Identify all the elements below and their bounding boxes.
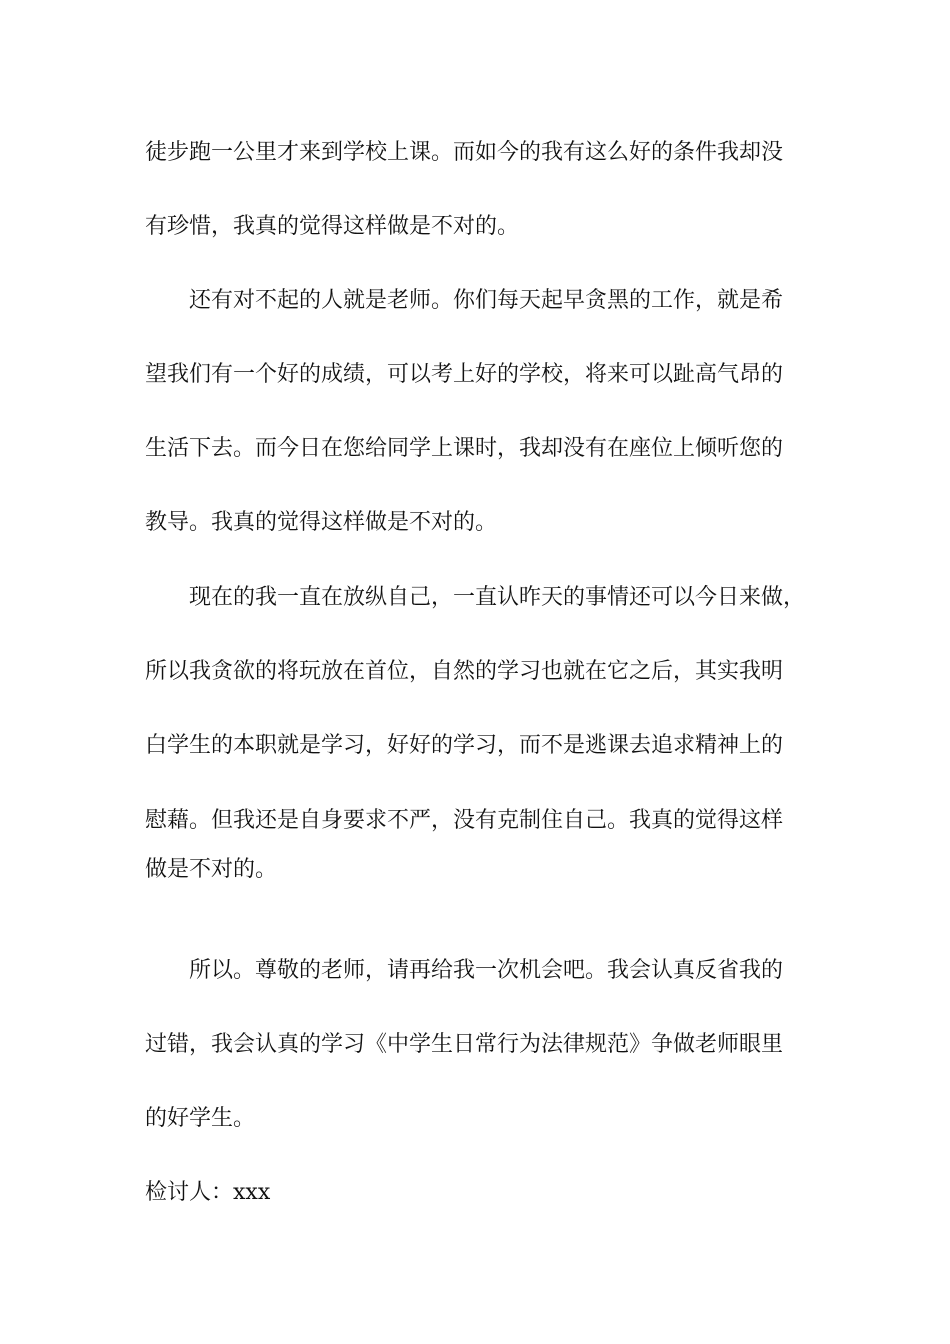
text-line: 的好学生。 <box>145 1106 256 1131</box>
paragraph-start-line: 现在的我一直在放纵自己，一直认昨天的事情还可以今日来做， <box>189 585 806 610</box>
signature: 检讨人：xxx <box>145 1180 271 1205</box>
text-line: 有珍惜，我真的觉得这样做是不对的。 <box>145 214 520 239</box>
text-line: 所以我贪欲的将玩放在首位，自然的学习也就在它之后，其实我明 <box>145 659 784 684</box>
text-line: 慰藉。但我还是自身要求不严，没有克制住自己。我真的觉得这样 <box>145 808 784 833</box>
text-line: 徒步跑一公里才来到学校上课。而如今的我有这么好的条件我却没 <box>145 140 784 165</box>
text-line: 教导。我真的觉得这样做是不对的。 <box>145 510 498 535</box>
paragraph-start-line: 所以。尊敬的老师，请再给我一次机会吧。我会认真反省我的 <box>189 958 784 983</box>
text-line: 望我们有一个好的成绩，可以考上好的学校，将来可以趾高气昂的 <box>145 362 784 387</box>
paragraph-start-line: 还有对不起的人就是老师。你们每天起早贪黑的工作，就是希 <box>189 288 784 313</box>
text-line: 白学生的本职就是学习，好好的学习，而不是逃课去追求精神上的 <box>145 733 784 758</box>
text-line: 生活下去。而今日在您给同学上课时，我却没有在座位上倾听您的 <box>145 436 784 461</box>
text-line: 过错，我会认真的学习《中学生日常行为法律规范》争做老师眼里 <box>145 1032 784 1057</box>
text-line: 做是不对的。 <box>145 857 278 882</box>
